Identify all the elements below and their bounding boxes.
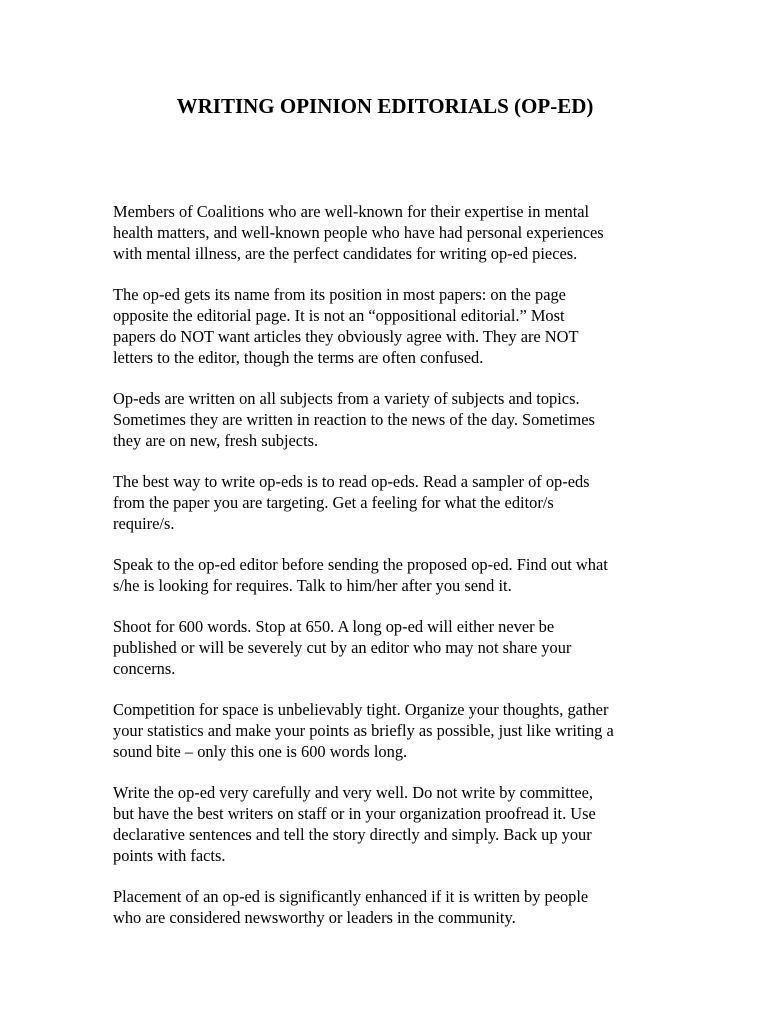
document-title: WRITING OPINION EDITORIALS (OP-ED) [176, 94, 594, 118]
document-body [113, 201, 673, 948]
paragraph-1: Members of Coalitions who are well-known for their expertise in mental health matters, and well-known people who have had personal experiences with mental illness, are the perfect candidates for writing op-ed pieces. [113, 202, 604, 263]
paragraph-8: Write the op-ed very carefully and very well. Do not write by committee, but have the best writers on staff or in your organization proofread it. Use declarative sentences and tell the story directly and simply. Back up your points with facts. [113, 783, 596, 865]
paragraph-6: Shoot for 600 words. Stop at 650. A long op-ed will either never be published or will be severely cut by an editor who may not share your concerns. [113, 617, 572, 678]
paragraph-4: The best way to write op-eds is to read op-eds. Read a sampler of op-eds from the paper you are targeting. Get a feeling for what the editor/s require/s. [113, 472, 590, 533]
paragraph-7: Competition for space is unbelievably tight. Organize your thoughts, gather your statistics and make your points as briefly as possible, just like writing a sound bite – only this one is 600 words long. [113, 700, 614, 761]
paragraph-3: Op-eds are written on all subjects from a variety of subjects and topics. Sometimes they are written in reaction to the news of the day. Sometimes they are on new, fresh subjects. [113, 389, 595, 450]
paragraph-2: The op-ed gets its name from its position in most papers: on the page opposite the editorial page. It is not an “oppositional editorial.” Most papers do NOT want articles they obviously agree with. They are NOT letters to the editor, though the terms are often confused. [113, 285, 579, 367]
paragraph-9: Placement of an op-ed is significantly enhanced if it is written by people who are considered newsworthy or leaders in the community. [113, 887, 589, 927]
paragraph-5: Speak to the op-ed editor before sending the proposed op-ed. Find out what s/he is looking for requires. Talk to him/her after you send it. [113, 555, 608, 595]
